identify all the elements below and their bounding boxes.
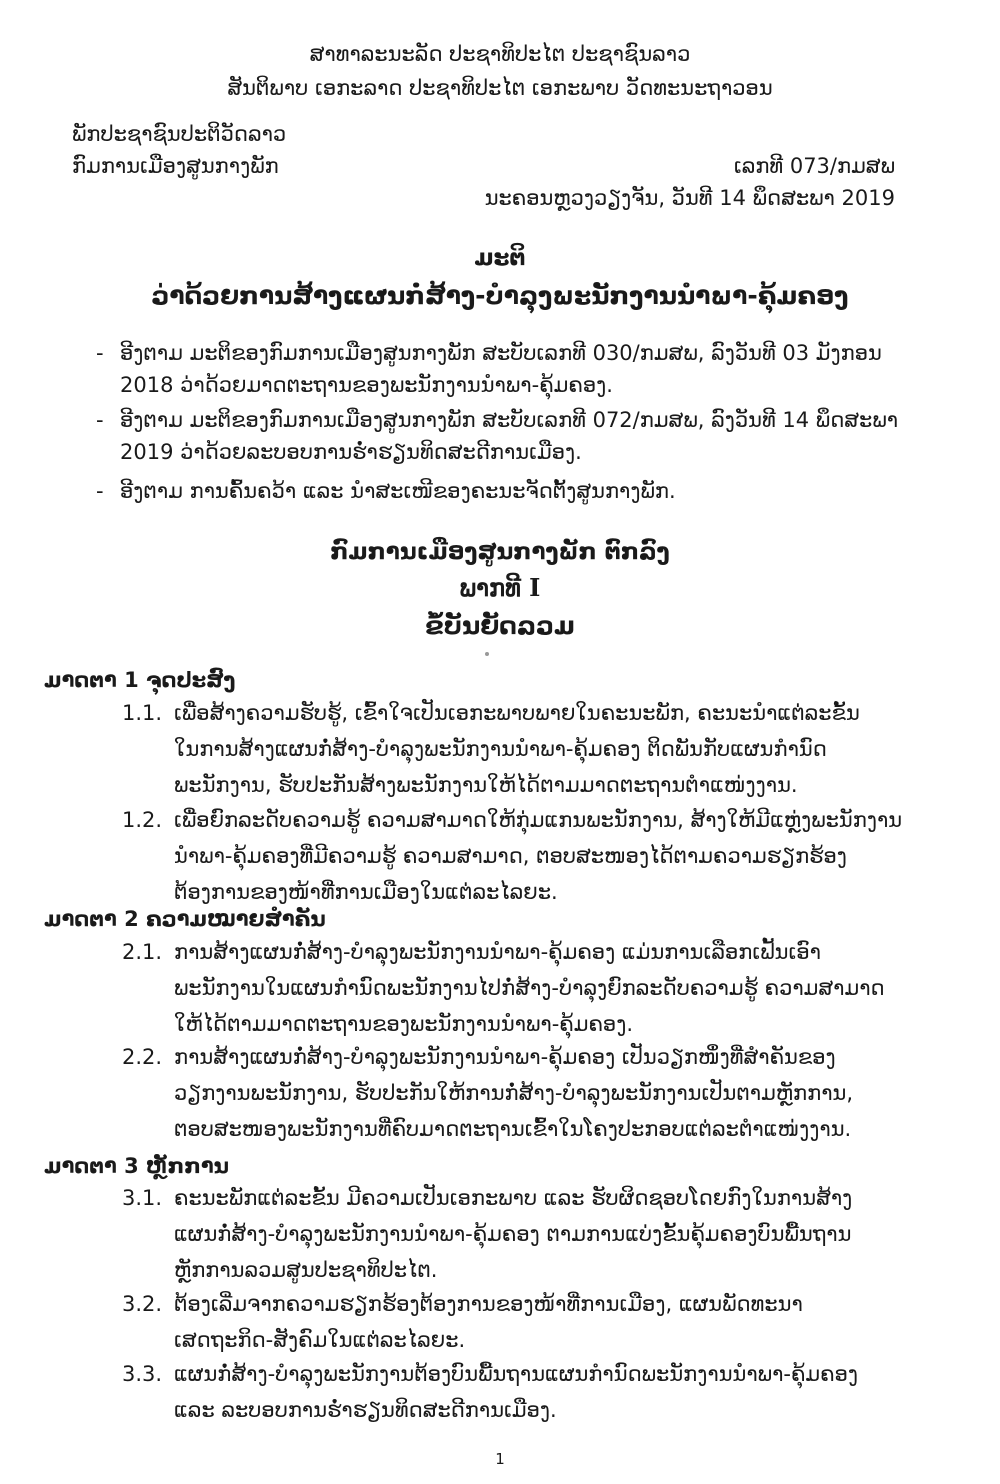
item-line: ຫຼັກການລວມສູນປະຊາທິປະໄຕ.: [174, 1258, 438, 1282]
item-number: 3.2.: [122, 1292, 163, 1316]
bullet-dash: -: [96, 479, 104, 503]
committee-name: ກົມການເມືອງສູນກາງພັກ: [72, 154, 279, 178]
item-line: ເພື່ອສ້າງຄວາມຮັບຮູ້, ເຂົ້າໃຈເປັນເອກະພາບພາຍໃນຄະນະພັກ, ຄະນະນໍາແຕ່ລະຂັ້ນ: [174, 701, 860, 725]
item-line: ແຜນກໍ່ສ້າງ-ບໍາລຸງພະນັກງານຕ້ອງບົນພື້ນຖານແຜນກໍານົດພະນັກງານນໍາພາ-ຄຸ້ມຄອງ: [174, 1362, 859, 1386]
article-heading: ມາດຕາ 1 ຈຸດປະສົງ: [44, 668, 236, 692]
item-line: ຕ້ອງເລີ່ມຈາກຄວາມຮຽກຮ້ອງຕ້ອງການຂອງໜ້າທີ່ການເມືອງ, ແຜນພັດທະນາ: [174, 1292, 803, 1316]
article-heading: ມາດຕາ 2 ຄວາມໝາຍສໍາຄັນ: [44, 907, 326, 931]
item-line: ຕ້ອງການຂອງໜ້າທີ່ການເມືອງໃນແຕ່ລະໄລຍະ.: [174, 880, 558, 904]
item-line: ນໍາພາ-ຄຸ້ມຄອງທີ່ມີຄວາມຮູ້ ຄວາມສາມາດ, ຕອບສະໜອງໄດ້ຕາມຄວາມຮຽກຮ້ອງ: [174, 844, 847, 868]
article-item: [122, 802, 912, 910]
item-number: 1.1.: [122, 701, 163, 725]
item-number: 3.1.: [122, 1186, 163, 1210]
item-line: ໃນການສ້າງແຜນກໍ່ສ້າງ-ບໍາລຸງພະນັກງານນໍາພາ-ຄຸ້ມຄອງ ຕິດພັນກັບແຜນກໍານົດ: [174, 737, 827, 761]
item-line: ເສດຖະກິດ-ສັງຄົມໃນແຕ່ລະໄລຍະ.: [174, 1328, 466, 1352]
item-line: ພະນັກງານ, ຮັບປະກັນສ້າງພະນັກງານໃຫ້ໄດ້ຕາມມາດຕະຖານຕໍາແໜ່ງງານ.: [174, 773, 798, 797]
place-and-date: ນະຄອນຫຼວງວຽງຈັນ, ວັນທີ 14 ພຶດສະພາ 2019: [484, 186, 895, 210]
document-number: ເລກທີ 073/ກມສພ: [733, 154, 895, 178]
article-item: [122, 1039, 912, 1147]
item-line: ການສ້າງແຜນກໍ່ສ້າງ-ບໍາລຸງພະນັກງານນໍາພາ-ຄຸ້ມຄອງ ເປັນວຽກໜຶ່ງທີ່ສໍາຄັນຂອງ: [174, 1045, 836, 1069]
item-line: ການສ້າງແຜນກໍ່ສ້າງ-ບໍາລຸງພະນັກງານນໍາພາ-ຄຸ້ມຄອງ ແມ່ນການເລືອກເຟັ້ນເອົາ: [174, 940, 821, 964]
article-item: [122, 1180, 912, 1288]
item-line: ເພື່ອຍົກລະດັບຄວາມຮູ້ ຄວາມສາມາດໃຫ້ກຸ່ມແກນພະນັກງານ, ສ້າງໃຫ້ມີແຫຼ່ງພະນັກງານ: [174, 808, 903, 832]
article-item: [122, 934, 912, 1042]
item-line: ໃຫ້ໄດ້ຕາມມາດຕະຖານຂອງພະນັກງານນໍາພາ-ຄຸ້ມຄອງ.: [174, 1012, 634, 1036]
item-number: 1.2.: [122, 808, 163, 832]
reference-line: 2018 ວ່າດ້ວຍມາດຕະຖານຂອງພະນັກງານນໍາພາ-ຄຸ້ມຄອງ.: [120, 373, 613, 397]
page-number: 1: [495, 1450, 505, 1468]
item-line: ແລະ ລະບອບການຮໍ່າຮຽນທິດສະດີການເມືອງ.: [174, 1398, 557, 1422]
article-item: [122, 1286, 912, 1358]
decision-line: ກົມການເມືອງສູນກາງພັກ ຕົກລົງ: [330, 539, 670, 565]
reference-line: ອີງຕາມ ການຄົ້ນຄວ້າ ແລະ ນໍາສະເໜີຂອງຄະນະຈັດຕັ້ງສູນກາງພັກ.: [120, 479, 676, 503]
article-heading: ມາດຕາ 3 ຫຼັກການ: [44, 1154, 229, 1178]
motto-line: ສັນຕິພາບ ເອກະລາດ ປະຊາທິປະໄຕ ເອກະພາບ ວັດທະນະຖາວອນ: [227, 76, 773, 100]
scan-speck: [485, 652, 489, 656]
reference-line: ອີງຕາມ ມະຕິຂອງກົມການເມືອງສູນກາງພັກ ສະບັບເລກທີ 030/ກມສພ, ລົງວັນທີ 03 ມັງກອນ: [120, 341, 882, 365]
reference-line: 2019 ວ່າດ້ວຍລະບອບການຮໍ່າຮຽນທິດສະດີການເມືອງ.: [120, 440, 582, 464]
item-number: 3.3.: [122, 1362, 163, 1386]
item-line: ຄະນະພັກແຕ່ລະຂັ້ນ ມີຄວາມເປັນເອກະພາບ ແລະ ຮັບຜິດຊອບໂດຍກົງໃນການສ້າງ: [174, 1186, 853, 1210]
item-number: 2.2.: [122, 1045, 163, 1069]
party-name: ພັກປະຊາຊົນປະຕິວັດລາວ: [72, 122, 287, 146]
country-line: ສາທາລະນະລັດ ປະຊາທິປະໄຕ ປະຊາຊົນລາວ: [309, 42, 691, 66]
item-line: ວຽກງານພະນັກງານ, ຮັບປະກັນໃຫ້ການກໍ່ສ້າງ-ບໍາລຸງພະນັກງານເປັນຕາມຫຼັກການ,: [174, 1081, 854, 1105]
item-number: 2.1.: [122, 940, 163, 964]
item-line: ພະນັກງານໃນແຜນກໍານົດພະນັກງານໄປກໍ່ສ້າງ-ບໍາລຸງຍົກລະດັບຄວາມຮູ້ ຄວາມສາມາດ: [174, 976, 885, 1000]
article-item: [122, 695, 912, 803]
part-title: ຂໍ້ບັນຍັດລວມ: [425, 611, 575, 640]
item-line: ຕອບສະໜອງພະນັກງານທີ່ຄົບມາດຕະຖານເຂົ້າໃນໂຄງປະກອບແຕ່ລະຕໍາແໜ່ງງານ.: [174, 1117, 852, 1141]
article-item: [122, 1356, 912, 1428]
reference-line: ອີງຕາມ ມະຕິຂອງກົມການເມືອງສູນກາງພັກ ສະບັບເລກທີ 072/ກມສພ, ລົງວັນທີ 14 ພຶດສະພາ: [120, 408, 899, 432]
document-subject: ວ່າດ້ວຍການສ້າງແຜນກໍ່ສ້າງ-ບໍາລຸງພະນັກງານນໍາພາ-ຄຸ້ມຄອງ: [151, 281, 849, 310]
bullet-dash: -: [96, 408, 104, 432]
part-label: ພາກທີ I: [459, 573, 541, 602]
item-line: ແຜນກໍ່ສ້າງ-ບໍາລຸງພະນັກງານນໍາພາ-ຄຸ້ມຄອງ ຕາມການແບ່ງຂັ້ນຄຸ້ມຄອງບົນພື້ນຖານ: [174, 1222, 852, 1246]
bullet-dash: -: [96, 341, 104, 365]
document-type-label: ມະຕິ: [474, 245, 526, 271]
